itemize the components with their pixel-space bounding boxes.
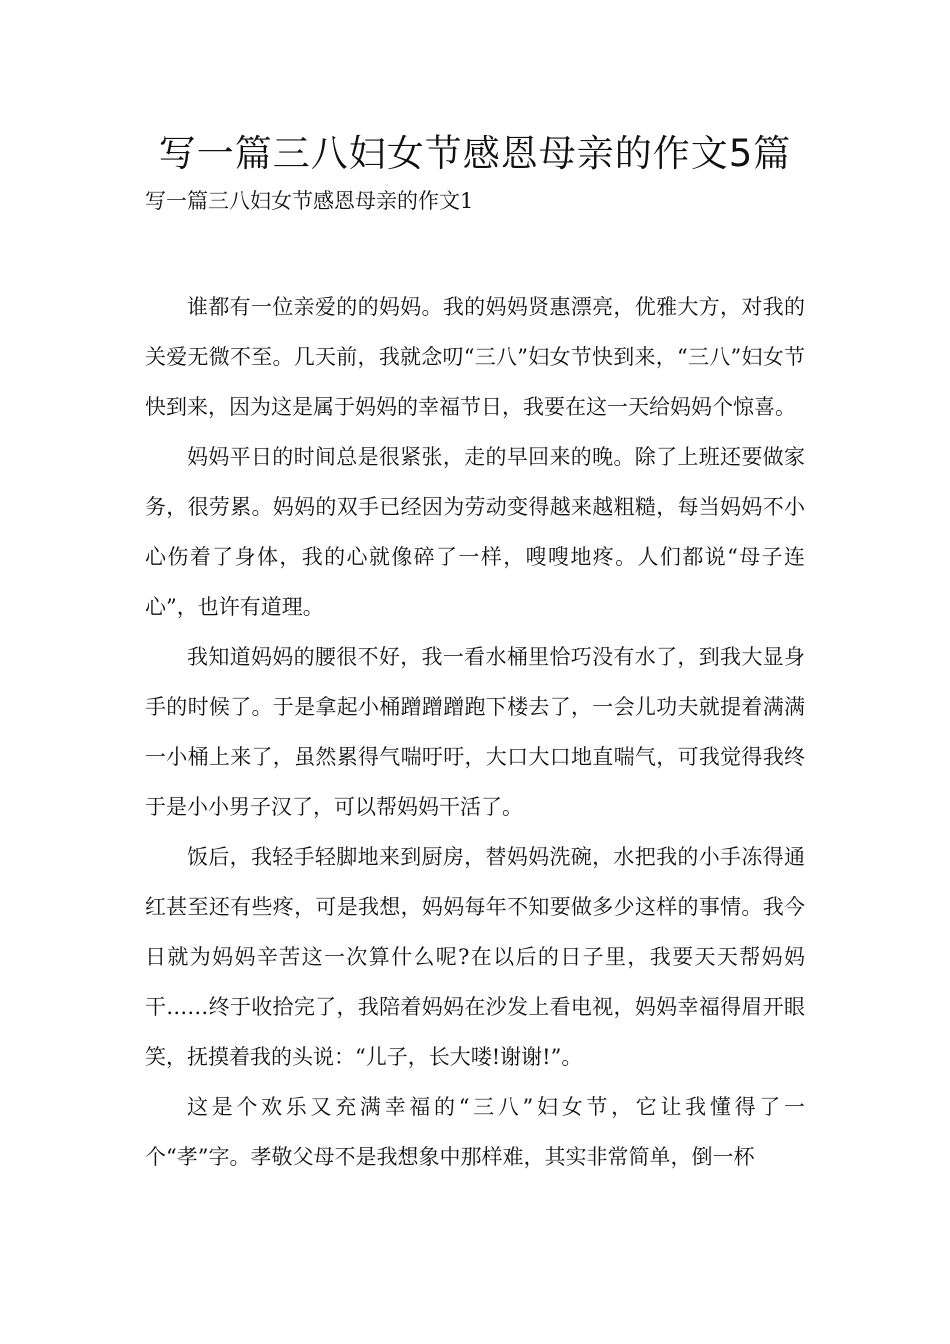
essay-subtitle: 写一篇三八妇女节感恩母亲的作文1: [145, 189, 474, 213]
paragraph-4: 饭后，我轻手轻脚地来到厨房，替妈妈洗碗，水把我的小手冻得通红甚至还有些疼，可是我想，妈妈每年不知要做多少这样的事情。我今日就为妈妈辛苦这一次算什么呢?在以后的日子里，我要天天帮妈妈干……终于收拾完了，我陪着妈妈在沙发上看电视，妈妈幸福得眉开眼笑，抚摸着我的头说：“儿子，长大喽!谢谢!”。: [145, 845, 805, 1069]
paragraph-5: 这是个欢乐又充满幸福的“三八”妇女节，它让我懂得了一个“孝”字。孝敬父母不是我想象中那样难，其实非常简单，倒一杯: [145, 1095, 805, 1169]
essay-body: [145, 282, 805, 1182]
document-title: 写一篇三八妇女节感恩母亲的作文5篇: [158, 132, 792, 175]
paragraph-2: 妈妈平日的时间总是很紧张，走的早回来的晚。除了上班还要做家务，很劳累。妈妈的双手已经因为劳动变得越来越粗糙，每当妈妈不小心伤着了身体，我的心就像碎了一样，嗖嗖地疼。人们都说“母子连心”，也许有道理。: [145, 445, 805, 619]
paragraph-1: 谁都有一位亲爱的的妈妈。我的妈妈贤惠漂亮，优雅大方，对我的关爱无微不至。几天前，我就念叨“三八”妇女节快到来，“三八”妇女节快到来，因为这是属于妈妈的幸福节日，我要在这一天给妈妈个惊喜。: [145, 295, 805, 419]
paragraph-3: 我知道妈妈的腰很不好，我一看水桶里恰巧没有水了，到我大显身手的时候了。于是拿起小桶蹭蹭蹭跑下楼去了，一会儿功夫就提着满满一小桶上来了，虽然累得气喘吁吁，大口大口地直喘气，可我觉得我终于是小小男子汉了，可以帮妈妈干活了。: [145, 645, 805, 819]
